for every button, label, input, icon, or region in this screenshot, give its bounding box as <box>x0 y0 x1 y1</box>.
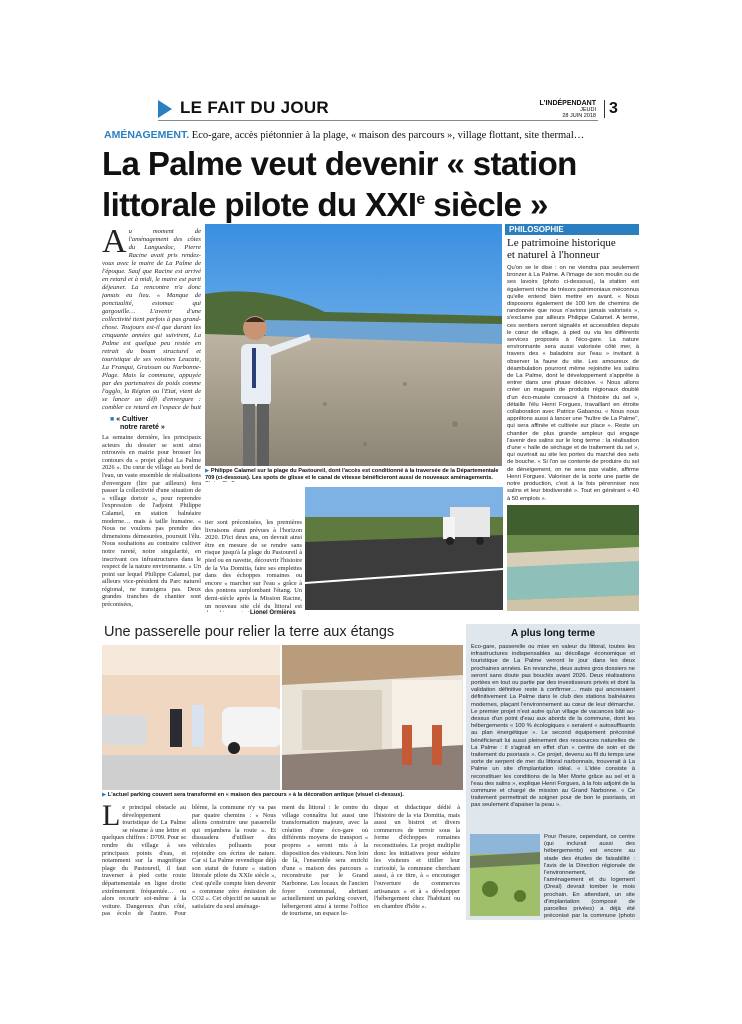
weekday: JEUDI <box>580 107 596 113</box>
photo-parking <box>102 645 280 790</box>
photo-maison-des-parcours <box>282 645 463 790</box>
section-header <box>158 98 488 122</box>
headline-line-2: littorale pilote du XXIe siècle » <box>102 186 548 223</box>
column-1-body: La semaine dernière, les principaux acteurs du dossier se sont ainsi retrouvés en mairie pour brosser les contours du « projet global La Palme 2026 ». Du cœur de village au bord de l'eau, un vaste ensemble de réalisations d'envergure (lire par ailleurs) fera passer la collectivité d'une situation de « village dortoir », pour reprendre l'expression de l'adjoint Philippe Calamel, en station balnéaire moderne… mais à taille humaine. « Nous ne voulons pas prendre des dimensions démesurées, poursuit l'élu. Nous souhaitons au contraire cultiver notre rareté, notre singularité, en inscrivant ces infrastructures dans le respect de la nature environnante. » Un point sur lequel Philippe Calamel, par ailleurs vice-président du Parc naturel régional, ne transigera pas. Deux grandes tranches de chantier sont préconisées, <box>102 434 201 609</box>
passerelle-column-1: L e principal obstacle au développement touristique de La Palme se résume à une lettre et quelques chiffres : D709. Pour se rendre du village à ses principaux points d'eau, et notamment sur la magnifique plage du Pastoureil, il faut traverser à pied cette route départementale en ligne droite extrêmement fréquentée… ou alors recourir soi-même à la voiture. Dangereux d'un côté, pas écolo de l'autre. Pour <box>102 804 186 916</box>
intro-text: u moment de l'aménagement des côtes du Languedoc, Pierre Racine avait pris rendez-vous avec le maire de La Palme de l'époque. Sauf que Racine est arrivé en retard et à midi, le maire est parti déjeuner. La rencontre n'a donc jamais eu lieu. « Manque de ponctualité, estomac qui gargouille… L'avenir d'une collectivité tient parfois à pas grand-chose. Toujours est-il que durant les cinquante années qui suivirent, La Palme est quelque peu restée en retrait du boum structurel et touristique de ses voisines Leucate, La Franqui, Gruissan ou Narbonne-Plage. Mais la commune, appuyée par des partenaires de poids comme l'agglo, la Région ou l'Etat, vient de se lancer un défi d'envergure : combler ce retard en l'espace de huit <box>102 228 201 411</box>
photo-lavoir <box>507 505 639 611</box>
subhead-cultiver: ■ « Cultiver notre rareté » <box>110 416 165 431</box>
page-number: 3 <box>604 100 618 118</box>
philosophie-tag: PHILOSOPHIE <box>505 224 639 235</box>
passerelle-photo-caption: ▶ L'actuel parking couvert sera transformé en « maison des parcours » à la décoration antique (visuel ci-dessus). <box>102 792 404 798</box>
issue-date: 28 JUIN 2018 <box>562 113 596 119</box>
newspaper-meta <box>530 100 596 119</box>
header-rule <box>158 120 598 121</box>
kicker <box>104 129 644 141</box>
plus-text-2: Pour l'heure, cependant, ce centre (qui inclurait aussi des hébergements) est encore au stade des études de faisabilité : l'avis de la Direction régionale de l'environnement, de l'aménagement et du logement (Dreal) devrait tomber le mois prochain. En attendant, un site d'implantation (composé de parcelles privées) a déjà été préconisé par la commune (photo <box>544 834 635 918</box>
passerelle-column-2: blème, la commune n'y va pas par quatre chemins : « Nous allons construire une passerelle qui enjambera la route ». Et dissuadera d'utiliser des véhicules polluants pour rejoindre ces écrins de nature. Car si La Palme revendique déjà son statut de future « station littorale pilote du XXIe siècle », c'est qu'elle compte bien devenir « commune zéro émission de CO2 ». Cet objectif ne saurait se satisfaire du seul aménage- <box>192 804 276 910</box>
passerelle-dropcap: L <box>102 804 121 832</box>
plus-long-terme-box <box>466 624 640 920</box>
passerelle-column-3: ment du littoral : le centre du village connaîtra lui aussi une transformation majeure, avec la création d'une éco-gare où différents moyens de transport « propres » seront mis à la disposition des visiteurs. Non loin de là, l'ensemble sera enrichi d'une « maison des parcours » reconstruite par le Grand Narbonne. Les locaux de l'ancien foyer communal, abritant actuellement un parking couvert, hébergeront ainsi à terme l'office de tourisme, un espace lu- <box>282 804 368 916</box>
photo-site-implantation <box>470 834 540 916</box>
photo-beach-calamel <box>205 224 502 466</box>
section-title: LE FAIT DU JOUR <box>180 98 330 117</box>
passerelle-column-4: dique et didactique dédié à l'histoire de la via Domitia, mais aussi un bistrot et divers commerces de terroir sous la forme d'échoppes romaines reconstituées. Le projet multiplie donc les initiatives pour séduire les visiteurs et titiller leur curiosité, la commune cherchant aussi, à ce titre, à « encourager l'ouverture de commerces artisanaux » et à « développer l'hébergement chez l'habitant ou en chambre d'hôte ». <box>374 804 460 910</box>
newspaper-name: L'INDÉPENDANT <box>539 100 596 107</box>
kicker-text: Eco-gare, accès piétonnier à la plage, « maison des parcours », village flottant, site thermal… <box>191 130 585 141</box>
photo-road-d709 <box>305 487 503 610</box>
headline-line-1: La Palme veut devenir « station <box>102 145 577 182</box>
philosophie-text: Qu'on se le dise : on ne viendra pas seulement bronzer à La Palme. A l'image de son moulin ou de ses lavoirs (photo ci-dessous), la station est également riche de trésors patrimoniaux méconnus qu'elle entend bien mettre en avant. « Nous disposons également de 100 km de chemins de randonnée que nous n'avions jamais valorisés », s'exclame par ailleurs Philippe Calamel. A terme, ces sentiers seront signalés et accessibles depuis le cœur de village, à pied ou via les différents services proposés à l'éco-gare. La nature environnante sera aussi valorisée côté mer, à travers des « baladoirs sur l'eau » invitant à observer la faune du site. Les amoureux de déambulation pourront même rejoindre les salins de La Palme, dont le développement s'apprête à entrer dans une phase décisive. « Nous allons créer un magasin de produits régionaux doublé d'un éco-musée consacré à l'histoire du sel », détaille l'élu Henri Forgues, travaillant en étroite collaboration avec Patrice Gabanou. « Nous nous apprêtons aussi à lancer une "huître de La Palme", qui sera affinée et cultivée sur place ». Reste un chantier de plus grande ampleur qui engage l'avenir des salins sur le long terme : la réalisation d'une « halle de séchage et de traitement du sel », qui ouvrirait au site les portes du marché des sels de bouche. « Si l'on se contente de produire du sel de déneigement, on ne sera pas viable, affirme Henri Forgues. Valoriser de la sorte une partie de notre production, c'est à la fois pérenniser nos salins et leur biodiversité ». Tout en générant « 40 à 50 emplois ». <box>507 265 639 502</box>
plus-title: A plus long terme <box>510 628 596 639</box>
passerelle-title: Une passerelle pour relier la terre aux étangs <box>104 624 395 640</box>
article-author: Lionel Ormières <box>250 610 296 616</box>
kicker-label: AMÉNAGEMENT. <box>104 129 190 141</box>
column-2-body: tier sont préconisées, les premières livraisons étant prévues à l'horizon 2020. D'ici deux ans, on devrait ainsi être en mesure de se rendre sans risque jusqu'à la plage du Pastoureil à pied ou en navette, découvrir l'histoire de la Via Domitia, faire ses emplettes dans des échoppes romaines ou encore « marcher sur l'eau » grâce à des pontons surplombant l'étang. Un demi-siècle après la Mission Racine, un nouveau site clé du littoral est <box>205 519 302 610</box>
headline <box>102 146 642 223</box>
intro-dropcap: A <box>102 228 127 260</box>
main-photo-caption: ▶ Philippe Calamel sur la plage du Pastoureil, dont l'accès est conditionné à la traversée de la Départementale 709 (ci-dessous). Les spots de glisse et le canal de vitesse bénéficieront aussi de nouveaux aménagements. <box>205 468 499 481</box>
philosophie-title: Le patrimoine historique et naturel à l'honneur <box>507 237 616 261</box>
intro-column <box>102 228 201 413</box>
play-arrow-icon <box>158 100 172 118</box>
plus-text: Eco-gare, passerelle ou mise en valeur du littoral, toutes les infrastructures indispensables au décollage économique et touristique de La Palme verront le jour dans les deux prochaines années. En revanche, deux autres gros dossiers ne seront sans doute pas bouclés avant 2026. Deux réalisations portées en tout ou partie par des investisseurs privés et dont la validation définitive reste à confirmer… mais qui ancreraient définitivement La Palme dans le club des stations balnéaires modernes, plaçant l'environnement au cœur de leur démarche. Le premier projet n'est autre qu'un village de vacances bâti au-dessus d'un point d'eau aux abords de la commune, dont les hébergements « 100 % écologiques » seraient « autosuffisants au plan énergétique ». Le second équipement préconisé bénéficierait lui aussi pleinement des ressources naturelles de La Palme : il s'agirait en effet d'un « centre de soin et de traitement du psoriasis ». Ce projet, devenu au fil du temps une sorte de serpent de mer du littoral narbonnais, trouverait à La Palme un site d'implantation idéal. « L'idée consiste à reconstituer les conditions de la Mer Morte grâce au sel et à l'eau des salins », explique Henri Forgues, à la fois adjoint de la commune et chargé de mission au Grand Narbonne. « Ce traitement permettrait de soigner pour de bon le psoriasis, et pas seulement d'apaiser la peau ». <box>471 644 635 809</box>
